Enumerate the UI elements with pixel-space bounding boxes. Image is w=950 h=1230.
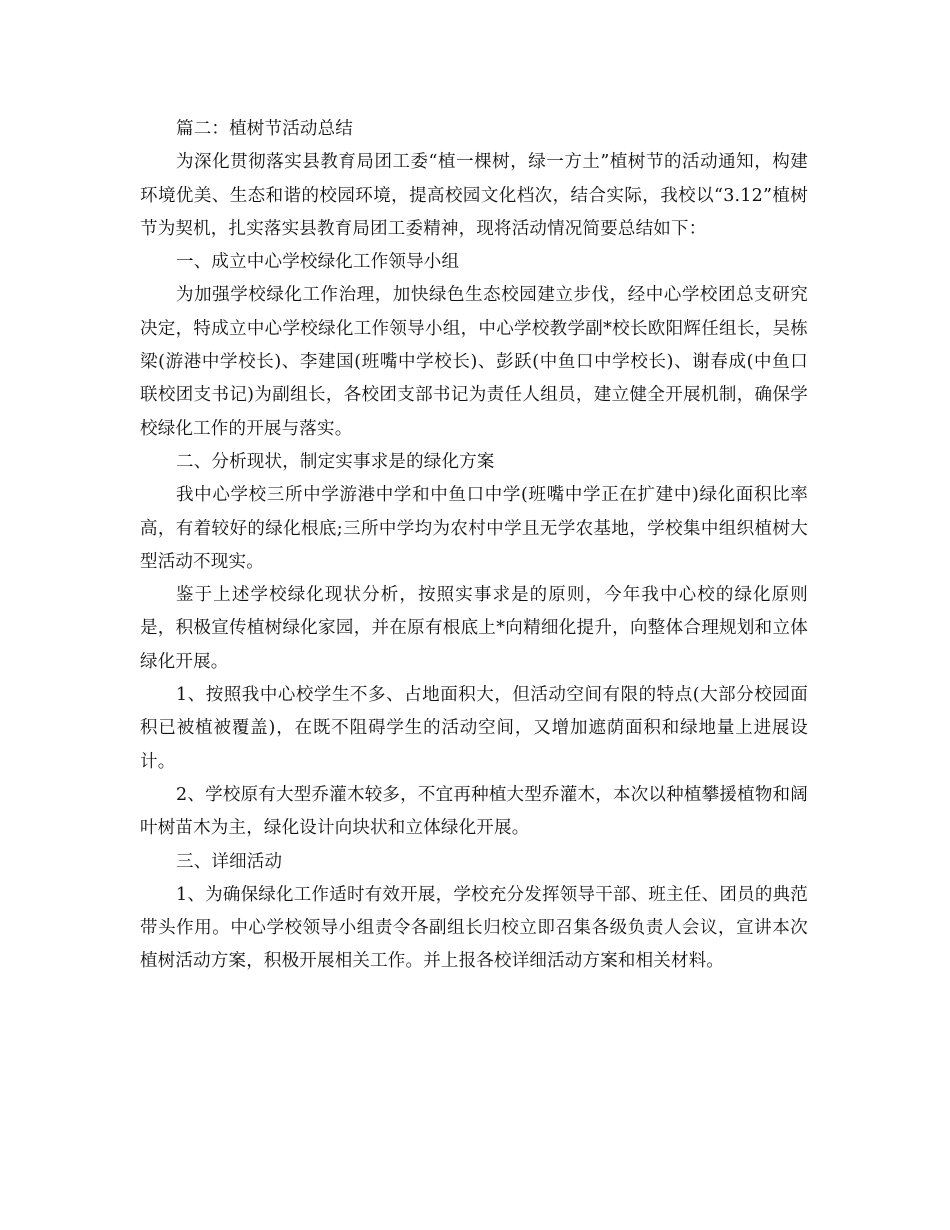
section-title: 篇二：植树节活动总结 <box>176 119 353 139</box>
heading-one: 一、成立中心学校绿化工作领导小组 <box>176 252 460 273</box>
heading-three: 三、详细活动 <box>176 851 283 872</box>
leadership-paragraph: 为加强学校绿化工作治理，加快绿色生态校园建立步伐，经中心学校团总支研究决定，特成立中心学校绿化工作领导小组，中心学校教学副*校长欧阳辉任组长，吴栋梁(游港中学校长)、李建国(班嘴中学校长)、彭跃(中鱼口中学校长)、谢春成(中鱼口联校团支书记)为副组长，各校团支部书记为责任人组员，建立健全开展机制，确保学校绿化工作的开展与落实。 <box>140 285 808 439</box>
point-two-paragraph: 2、学校原有大型乔灌木较多，不宜再种植大型乔灌木，本次以种植攀援植物和阔叶树苗木为主，绿化设计向块状和立体绿化开展。 <box>140 784 808 839</box>
intro-paragraph: 为深化贯彻落实县教育局团工委“植一棵树，绿一方土”植树节的活动通知，构建环境优美、生态和谐的校园环境，提高校园文化档次，结合实际，我校以“3.12”植树节为契机，扎实落实县教育局团工委精神，现将活动情况简要总结如下： <box>140 152 808 239</box>
point-one-paragraph: 1、按照我中心校学生不多、占地面积大，但活动空间有限的特点(大部分校园面积已被植被覆盖)，在既不阻碍学生的活动空间，又增加遮荫面积和绿地量上进展设计。 <box>140 685 808 772</box>
activity-one-paragraph: 1、为确保绿化工作适时有效开展，学校充分发挥领导干部、班主任、团员的典范带头作用。中心学校领导小组责令各副组长归校立即召集各级负责人会议，宣讲本次植树活动方案，积极开展相关工作。并上报各校详细活动方案和相关材料。 <box>140 884 808 972</box>
heading-two: 二、分析现状，制定实事求是的绿化方案 <box>176 451 495 472</box>
principle-paragraph: 鉴于上述学校绿化现状分析，按照实事求是的原则，今年我中心校的绿化原则是，积极宣传植树绿化家园，并在原有根底上*向精细化提升，向整体合理规划和立体绿化开展。 <box>140 585 808 672</box>
status-paragraph: 我中心学校三所中学游港中学和中鱼口中学(班嘴中学正在扩建中)绿化面积比率高，有着较好的绿化根底;三所中学均为农村中学且无学农基地，学校集中组织植树大型活动不现实。 <box>140 485 808 572</box>
document-body <box>140 113 808 979</box>
